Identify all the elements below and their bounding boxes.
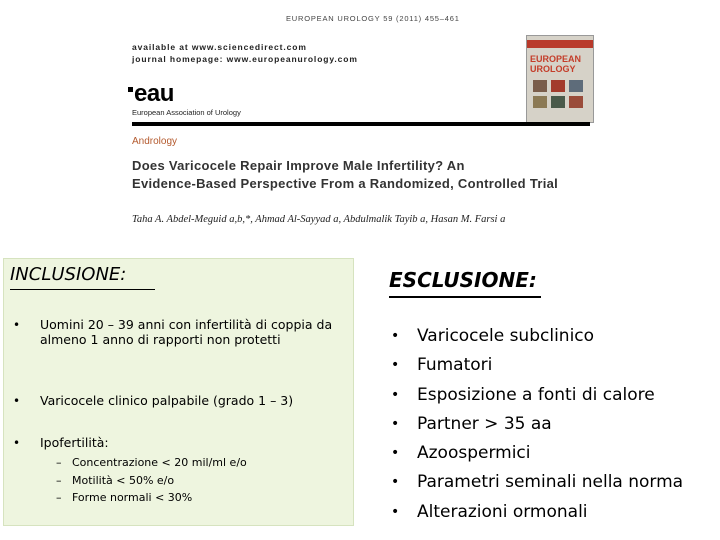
cover-thumbnail [533, 80, 547, 92]
article-category: Andrology [132, 136, 178, 147]
article-title [132, 157, 602, 193]
inclusion-bullet: • [13, 318, 21, 332]
exclusion-bullet: • [391, 387, 400, 403]
sub-item-dash: – [56, 474, 62, 487]
exclusion-item: Parametri seminali nella norma [417, 472, 684, 492]
exclusion-item: Fumatori [417, 355, 493, 375]
cover-title: EUROPEAN UROLOGY [530, 54, 582, 74]
sub-item-dash: – [56, 456, 62, 469]
exclusion-heading: ESCLUSIONE: [389, 268, 537, 292]
cover-thumbnail [551, 80, 565, 92]
article-header-excerpt [128, 14, 592, 224]
cover-thumbnail [569, 96, 583, 108]
inclusion-sub-item: Concentrazione < 20 mil/ml e/o [72, 456, 247, 469]
header-rule [132, 122, 590, 126]
exclusion-bullet: • [391, 416, 400, 432]
sub-item-dash: – [56, 491, 62, 504]
exclusion-item: Azoospermici [417, 443, 531, 463]
exclusion-bullet: • [391, 357, 400, 373]
exclusion-bullet: • [391, 328, 400, 344]
inclusion-heading-underline [10, 289, 155, 290]
inclusion-sub-item: Forme normali < 30% [72, 491, 193, 504]
cover-thumbnail [533, 96, 547, 108]
publisher-name: European Association of Urology [132, 108, 241, 117]
exclusion-heading-underline [389, 296, 541, 298]
eau-logo-dot [128, 87, 133, 92]
exclusion-bullet: • [391, 474, 400, 490]
inclusion-item: Uomini 20 – 39 anni con infertilità di coppia da almeno 1 anno di rapporti non protetti [40, 317, 333, 347]
cover-band [527, 40, 593, 48]
exclusion-item: Esposizione a fonti di calore [417, 385, 655, 405]
article-authors: Taha A. Abdel-Meguid a,b,*, Ahmad Al-Sayyad a, Abdulmalik Tayib a, Hasan M. Farsi a [132, 214, 506, 225]
exclusion-bullet: • [391, 445, 400, 461]
eau-logo [128, 82, 174, 106]
exclusion-item: Partner > 35 aa [417, 414, 552, 434]
exclusion-item: Varicocele subclinico [417, 326, 595, 346]
article-title-line-1: Does Varicocele Repair Improve Male Infertility? An [132, 158, 465, 173]
exclusion-item: Alterazioni ormonali [417, 502, 588, 522]
journal-homepage-line: journal homepage: www.europeanurology.com [132, 54, 358, 64]
cover-thumbnail [569, 80, 583, 92]
eau-logo-text: eau [134, 80, 174, 107]
inclusion-item: Ipofertilità: [40, 435, 109, 450]
cover-thumbnail [551, 96, 565, 108]
inclusion-sub-item: Motilità < 50% e/o [72, 474, 175, 487]
inclusion-bullet: • [13, 436, 21, 450]
inclusion-item: Varicocele clinico palpabile (grado 1 – 3) [40, 393, 294, 408]
inclusion-bullet: • [13, 394, 21, 408]
article-title-line-2: Evidence-Based Perspective From a Randomized, Controlled Trial [132, 176, 559, 191]
journal-cover-image [526, 35, 594, 123]
available-at-line: available at www.sciencedirect.com [132, 42, 307, 52]
inclusion-heading: INCLUSIONE: [10, 264, 127, 285]
journal-reference: EUROPEAN UROLOGY 59 (2011) 455–461 [286, 14, 460, 23]
exclusion-bullet: • [391, 504, 400, 520]
